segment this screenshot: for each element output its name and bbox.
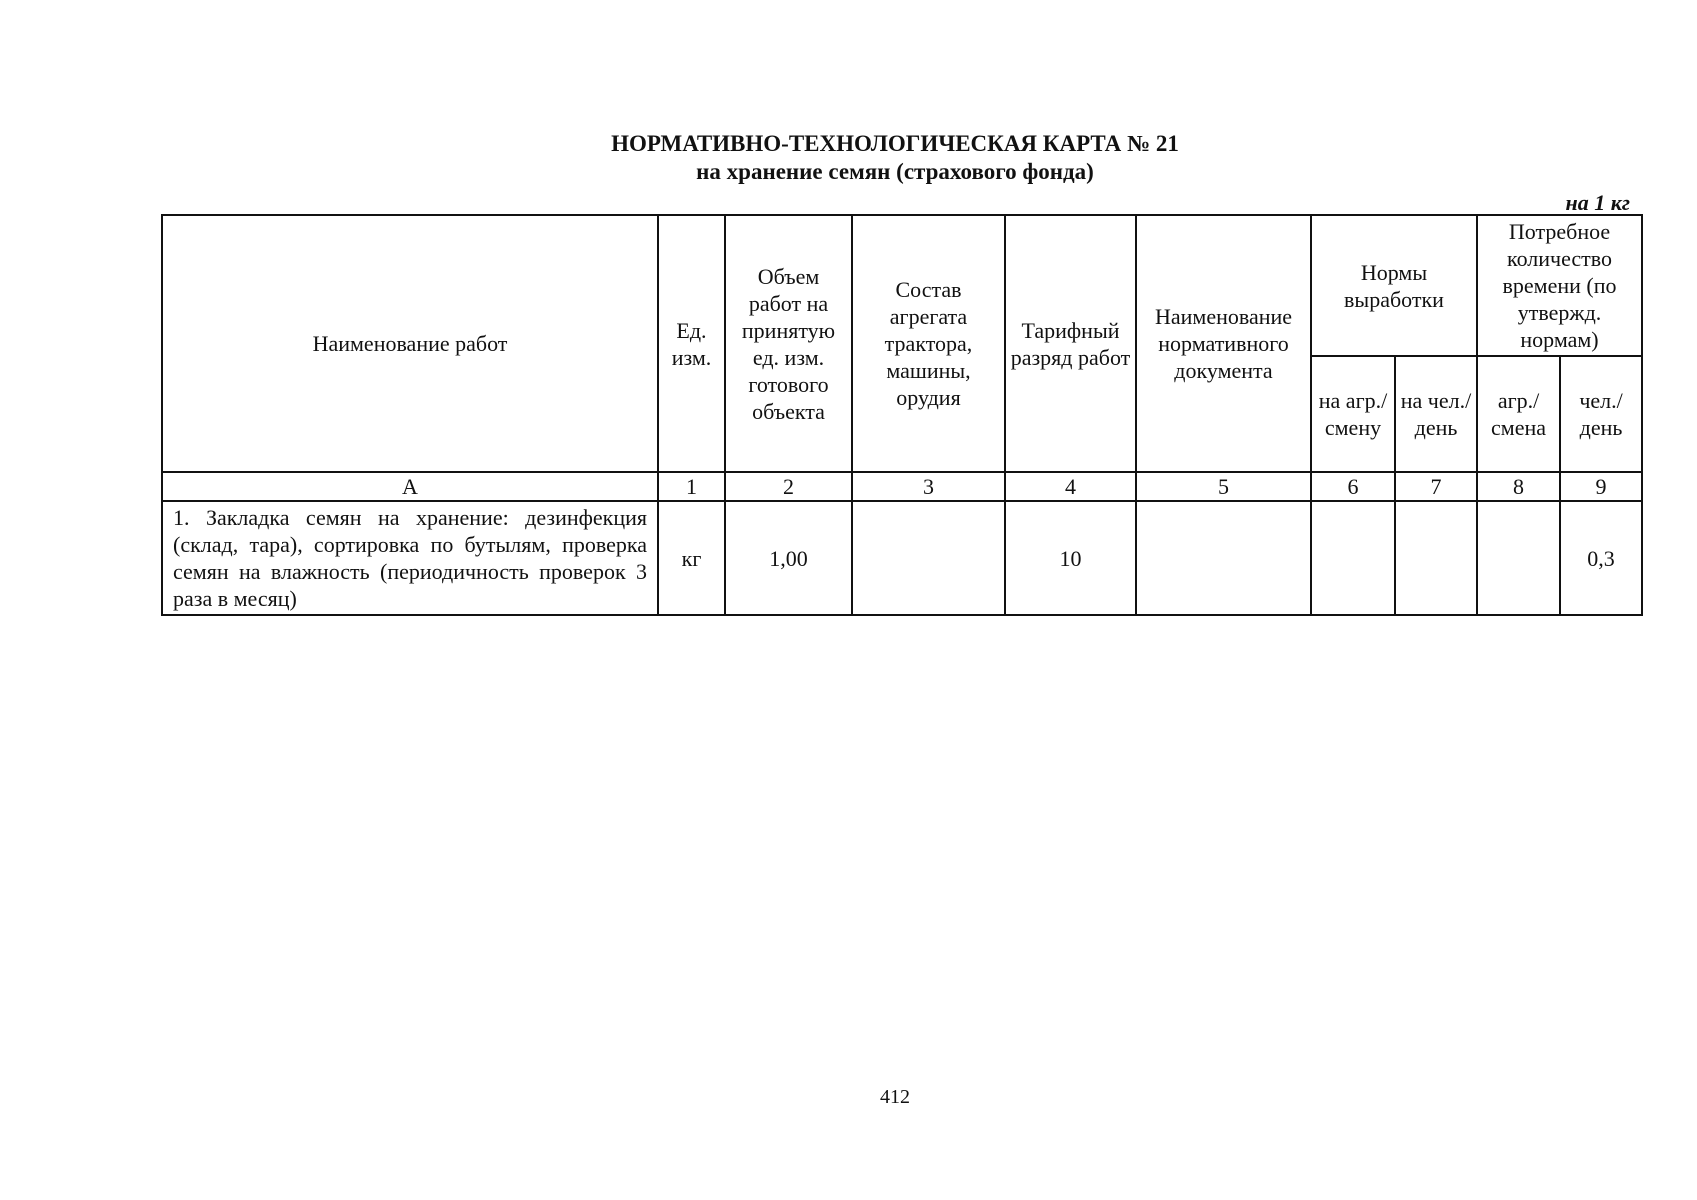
unit-note: на 1 кг — [1565, 190, 1630, 215]
title-line-1: НОРМАТИВНО-ТЕХНОЛОГИЧЕСКАЯ КАРТА № 21 — [611, 131, 1179, 156]
column-number: 3 — [852, 472, 1005, 501]
cell-doc-name — [1136, 501, 1311, 615]
cell-work-name: 1. Закладка семян на хранение: дезинфекция (склад, тара), сортировка по бутылям, проверка семян на влажность (периодичность проверок 3 раза в месяц) — [162, 501, 658, 615]
column-number: 6 — [1311, 472, 1395, 501]
cell-time-agr — [1477, 501, 1560, 615]
column-number: 8 — [1477, 472, 1560, 501]
header-work-name: Наименование работ — [162, 215, 658, 472]
title-line-2: на хранение семян (страхового фонда) — [696, 159, 1094, 184]
header-norms-agr: на агр./ смену — [1311, 356, 1395, 472]
column-number: 4 — [1005, 472, 1136, 501]
column-number: 9 — [1560, 472, 1642, 501]
cell-norms-person — [1395, 501, 1477, 615]
column-number-row — [162, 472, 1642, 501]
cell-time-person: 0,3 — [1560, 501, 1642, 615]
cell-volume: 1,00 — [725, 501, 852, 615]
column-number: А — [162, 472, 658, 501]
header-norms-person: на чел./ день — [1395, 356, 1477, 472]
header-norms: Нормы выработки — [1311, 215, 1477, 356]
header-unit: Ед. изм. — [658, 215, 725, 472]
norm-table — [161, 214, 1643, 616]
document-title — [0, 130, 1697, 186]
header-time-needed: Потребное количество времени (по утвержд. нормам) — [1477, 215, 1642, 356]
cell-unit: кг — [658, 501, 725, 615]
header-tariff: Тарифный разряд работ — [1005, 215, 1136, 472]
column-number: 7 — [1395, 472, 1477, 501]
column-number: 1 — [658, 472, 725, 501]
column-number: 2 — [725, 472, 852, 501]
column-number: 5 — [1136, 472, 1311, 501]
cell-tariff: 10 — [1005, 501, 1136, 615]
header-composition: Состав агрегата трактора, машины, орудия — [852, 215, 1005, 472]
cell-composition — [852, 501, 1005, 615]
header-time-person: чел./ день — [1560, 356, 1642, 472]
cell-norms-agr — [1311, 501, 1395, 615]
header-time-agr: агр./ смена — [1477, 356, 1560, 472]
table-row — [162, 501, 1642, 615]
header-volume: Объем работ на принятую ед. изм. готового объекта — [725, 215, 852, 472]
page-number: 412 — [880, 1086, 910, 1108]
header-doc-name: Наименование нормативного документа — [1136, 215, 1311, 472]
